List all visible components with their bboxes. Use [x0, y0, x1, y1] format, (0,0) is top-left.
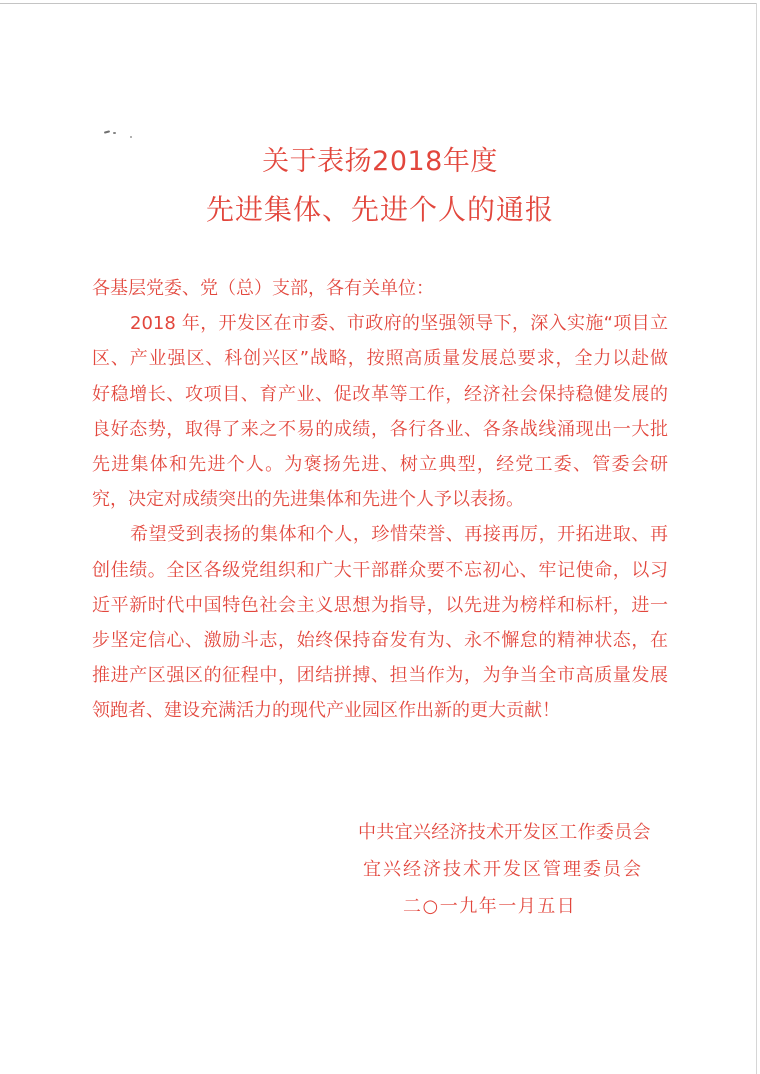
paragraph-1-line: 区、产业强区、科创兴区”战略，按照高质量发展总要求，全力以赴做 [92, 348, 668, 370]
paragraph-1-line: 2018 年，开发区在市委、市政府的坚强领导下，深入实施“项目立 [130, 313, 668, 335]
paragraph-2-line: 推进产区强区的征程中，团结拼搏、担当作为，为争当全市高质量发展 [92, 665, 668, 687]
paragraph-2-line: 领跑者、建设充满活力的现代产业园区作出新的更大贡献！ [92, 700, 560, 722]
scan-edge-top [0, 3, 756, 4]
document-title-line-1: 关于表扬2018年度 [262, 146, 498, 177]
signature-date: 二○一九年一月五日 [403, 896, 577, 917]
document-body [92, 271, 668, 728]
paragraph-2-line: 创佳绩。全区各级党组织和广大干部群众要不忘初心、牢记使命，以习 [92, 559, 668, 581]
scan-speck [104, 130, 110, 133]
paragraph-2-line: 希望受到表扬的集体和个人，珍惜荣誉、再接再厉，开拓进取、再 [130, 524, 668, 546]
signature-issuer-party-committee: 中共宜兴经济技术开发区工作委员会 [358, 822, 651, 843]
document-title-line-2: 先进集体、先进个人的通报 [205, 193, 554, 226]
paragraph-1-line: 先进集体和先进个人。为褒扬先进、树立典型，经党工委、管委会研 [92, 453, 668, 475]
scan-speck [130, 136, 132, 138]
paragraph-2-line: 近平新时代中国特色社会主义思想为指导，以先进为榜样和标杆，进一 [92, 594, 668, 616]
paragraph-1-line: 好稳增长、攻项目、育产业、促改革等工作，经济社会保持稳健发展的 [92, 383, 668, 405]
scan-speck [113, 132, 116, 134]
paragraph-1-line: 究，决定对成绩突出的先进集体和先进个人予以表扬。 [92, 489, 524, 511]
signature-issuer-management-committee: 宜兴经济技术开发区管理委员会 [363, 859, 643, 880]
paragraph-2-line: 步坚定信心、激励斗志，始终保持奋发有为、永不懈怠的精神状态，在 [92, 629, 668, 651]
salutation: 各基层党委、党（总）支部，各有关单位： [92, 278, 434, 299]
paragraph-1-line: 良好态势，取得了来之不易的成绩，各行各业、各条战线涌现出一大批 [92, 418, 668, 440]
